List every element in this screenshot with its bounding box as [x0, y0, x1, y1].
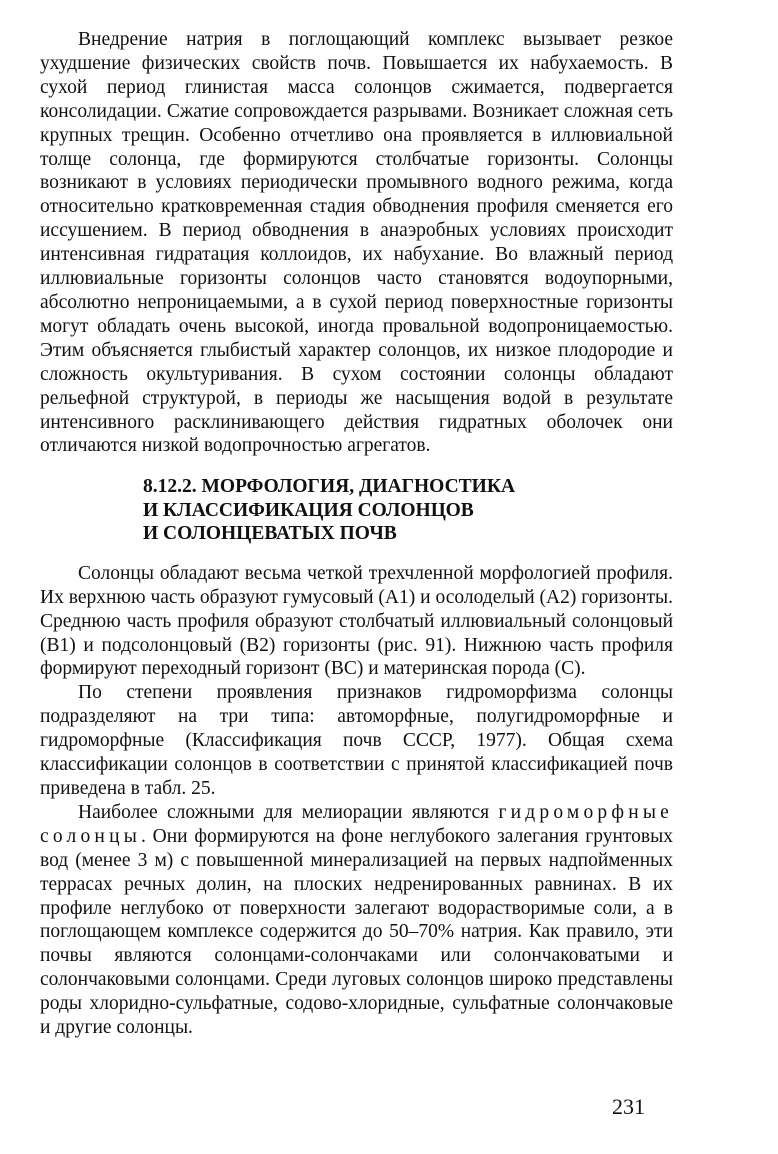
- paragraph-hydromorphic-end: . Они формируются на фоне неглубокого залегания грунтовых вод (менее 3 м) с повышенной минерализацией на первых надпойменных террасах речных долин, на плоских недренированных равнинах. В их профиле неглубоко от поверхности залегают водорастворимые соли, а в поглощающем комплексе содержится до 50–70% натрия. Как правило, эти почвы являются солонцами-солончаками или солончаковатыми и солончаковыми солонцами. Среди луговых солонцов широко представлены роды хлоридно-сульфатные, содово-хлоридные, сульфатные солончаковые и другие солонцы.: [40, 825, 673, 1039]
- paragraph-classification: По степени проявления признаков гидроморфизма солонцы подразделяют на три типа: автоморфные, полугидроморфные и гидроморфные (Классификация почв СССР, 1977). Общая схема классификации солонцов в соответствии с принятой классификацией почв приведена в табл. 25.: [40, 682, 673, 799]
- paragraph-sodium-effects: Внедрение натрия в поглощающий комплекс вызывает резкое ухудшение физических свойств почв. Повышается их набухаемость. В сухой период глинистая масса солонцов сжимается, подвергается консолидации. Сжатие сопровождается разрывами. Возникает сложная сеть крупных трещин. Особенно отчетливо она проявляется в иллювиальной толще солонца, где формируются столбчатые горизонты. Солонцы возникают в условиях периодически промывного водного режима, когда относительно кратковременная стадия обводнения профиля сменяется его иссушением. В период обводнения в анаэробных условиях происходит интенсивная гидратация коллоидов, их набухание. Во влажный период иллювиальные горизонты солонцов часто становятся водоупорными, абсолютно непроницаемыми, а в сухой период поверхностные горизонты могут обладать очень высокой, иногда провальной водопроницаемостью. Этим объясняется глыбистый характер солонцов, их низкое плодородие и сложность окультуривания. В сухом состоянии солонцы обладают рельефной структурой, в периоды же насыщения водой в результате интенсивного расклинивающего действия гидратных оболочек они отличаются низкой водопрочностью агрегатов.: [40, 29, 673, 457]
- book-page: [40, 28, 673, 1040]
- section-heading: [143, 475, 673, 546]
- paragraph-morphology: Солонцы обладают весьма четкой трехчленной морфологией профиля. Их верхнюю часть образуют гумусовый (А1) и осолоделый (А2) горизонты. Среднюю часть профиля образуют столбчатый иллювиальный солонцовый (В1) и подсолонцовый (В2) горизонты (рис. 91). Нижнюю часть профиля формируют переходный горизонт (ВС) и материнская порода (С).: [40, 562, 673, 680]
- paragraph-hydromorphic-start: Наиболее сложными для мелиорации являются: [78, 801, 499, 823]
- section-heading-line-1: 8.12.2. МОРФОЛОГИЯ, ДИАГНОСТИКА: [143, 476, 516, 498]
- section-heading-line-2: И КЛАССИФИКАЦИЯ СОЛОНЦОВ: [143, 499, 474, 521]
- emphasized-term: гидроморфные солонцы: [40, 801, 673, 847]
- section-heading-line-3: И СОЛОНЦЕВАТЫХ ПОЧВ: [143, 523, 397, 545]
- page-number: 231: [612, 1094, 645, 1119]
- paragraph-hydromorphic: [40, 801, 673, 1040]
